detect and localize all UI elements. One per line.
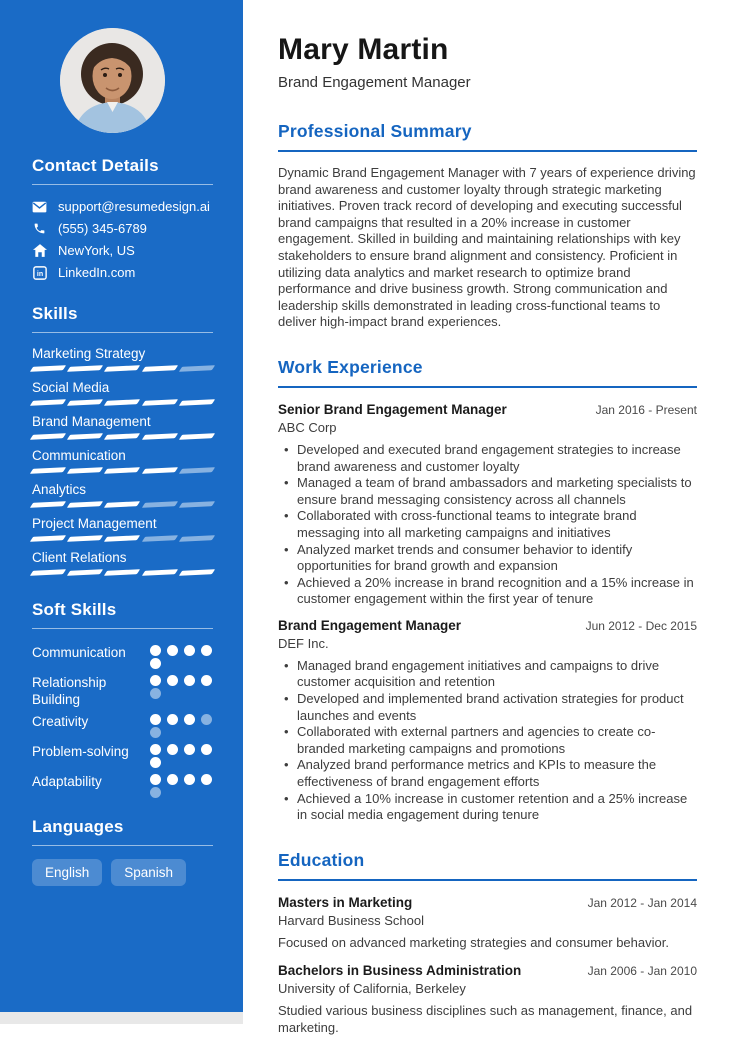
job-dates: Jun 2012 - Dec 2015: [585, 618, 697, 633]
skill-item: [32, 482, 213, 507]
skill-bar-segment: [104, 569, 141, 576]
rating-dot: [184, 774, 195, 785]
skill-bar-segment: [67, 365, 104, 372]
rating-dot: [184, 645, 195, 656]
rating-dot: [201, 714, 212, 725]
rating-dot: [201, 774, 212, 785]
education-description: Studied various business disciplines such as management, finance, and marketing.: [278, 1003, 693, 1035]
skill-bar-segment: [67, 433, 104, 440]
contact-item: [32, 221, 213, 236]
contact-item: [32, 265, 213, 280]
rating-dot: [150, 688, 161, 699]
skill-bar-segment: [30, 501, 67, 508]
degree-title: Masters in Marketing: [278, 894, 413, 910]
soft-skill-label: Creativity: [32, 714, 89, 729]
skill-label: Brand Management: [32, 414, 151, 429]
linkedin-icon: [32, 265, 47, 280]
soft-skills-list: [32, 642, 213, 798]
job-bullet: • Achieved a 20% increase in brand recognition and a 15% increase in customer engagement within the first year of tenure: [278, 575, 697, 608]
skill-bar-segment: [141, 569, 178, 576]
page-bottom-strip: [0, 1012, 247, 1024]
skill-label: Analytics: [32, 482, 87, 497]
skill-bar-segment: [104, 433, 141, 440]
skill-item: [32, 516, 213, 541]
skill-bar-segment: [179, 569, 216, 576]
language-chip: English: [32, 859, 102, 886]
rating-dot: [201, 645, 212, 656]
job-dates: Jan 2016 - Present: [595, 402, 697, 417]
main-content: [243, 0, 730, 1035]
skill-bar: [32, 366, 213, 371]
phone-icon: [32, 221, 47, 236]
soft-skills-section: [32, 600, 213, 798]
contact-text: (555) 345-6789: [58, 221, 147, 236]
education-entry: [278, 963, 697, 1036]
skill-bar-segment: [179, 467, 216, 474]
skill-bar-segment: [141, 433, 178, 440]
skill-bar-segment: [141, 399, 178, 406]
job-bullet: • Collaborated with cross-functional teams to integrate brand messaging into all marketing campaigns and initiatives: [278, 508, 697, 541]
job-title: Senior Brand Engagement Manager: [278, 401, 507, 417]
contact-heading: Contact Details: [32, 156, 213, 185]
svg-text:in: in: [36, 270, 43, 278]
job-bullet: • Managed a team of brand ambassadors and marketing specialists to ensure brand messaging consistency across all channels: [278, 475, 697, 508]
skill-bar-segment: [30, 433, 67, 440]
education-entry: [278, 895, 697, 952]
rating-dot: [150, 714, 161, 725]
skill-bar-segment: [179, 433, 216, 440]
skill-bar-segment: [30, 365, 67, 372]
summary-section: [278, 121, 697, 331]
job-bullet: • Analyzed brand performance metrics and KPIs to measure the effectiveness of brand engagement efforts: [278, 757, 697, 790]
skill-bar: [32, 502, 213, 507]
job-company: ABC Corp: [278, 419, 337, 435]
skill-bar-segment: [104, 535, 141, 542]
languages-section: [32, 817, 213, 886]
contact-list: [32, 199, 213, 280]
skills-section: [32, 304, 213, 575]
rating-dot: [201, 675, 212, 686]
soft-skill-item: [32, 741, 213, 768]
skill-bar-segment: [179, 399, 216, 406]
soft-skill-item: [32, 711, 213, 738]
skill-bar-segment: [30, 467, 67, 474]
skill-bar-segment: [179, 501, 216, 508]
job-bullet: • Developed and executed brand engagement strategies to increase brand awareness and customer loyalty: [278, 442, 697, 475]
education-section: [278, 850, 697, 1037]
skill-bar: [32, 400, 213, 405]
skill-bar-segment: [104, 399, 141, 406]
education-dates: Jan 2006 - Jan 2010: [587, 964, 697, 979]
skill-bar-segment: [141, 535, 178, 542]
person-name: Mary Martin: [278, 33, 449, 66]
soft-skill-dots: [150, 672, 213, 699]
rating-dot: [167, 774, 178, 785]
soft-skill-label: Adaptability: [32, 774, 102, 789]
avatar-illustration: [60, 28, 165, 133]
soft-skill-dots: [150, 642, 213, 669]
job-bullet: • Achieved a 10% increase in customer retention and a 25% increase in social media engagement during tenure: [278, 791, 697, 824]
skill-item: [32, 380, 213, 405]
skill-item: [32, 550, 213, 575]
contact-text: support@resumedesign.ai: [58, 199, 210, 214]
rating-dot: [167, 714, 178, 725]
rating-dot: [184, 744, 195, 755]
contact-text: LinkedIn.com: [58, 265, 136, 280]
skill-bar-segment: [141, 365, 178, 372]
rating-dot: [150, 774, 161, 785]
job-header: [278, 402, 697, 417]
job-bullet: • Collaborated with external partners and agencies to create co-branded marketing campaigns and promotions: [278, 724, 697, 757]
skill-bar: [32, 570, 213, 575]
soft-skill-dots: [150, 711, 213, 738]
education-list: [278, 895, 697, 1037]
contact-item: [32, 243, 213, 258]
soft-skill-dots: [150, 741, 213, 768]
rating-dot: [150, 744, 161, 755]
language-chip: Spanish: [111, 859, 186, 886]
soft-skill-item: [32, 642, 213, 669]
skill-bar-segment: [179, 365, 216, 372]
jobs-list: [278, 402, 697, 824]
rating-dot: [167, 675, 178, 686]
skill-label: Client Relations: [32, 550, 127, 565]
soft-skill-item: [32, 771, 213, 798]
skills-heading: Skills: [32, 304, 213, 333]
rating-dot: [150, 727, 161, 738]
skill-bar-segment: [104, 501, 141, 508]
rating-dot: [150, 757, 161, 768]
education-header: [278, 895, 697, 910]
skill-bar-segment: [141, 467, 178, 474]
rating-dot: [150, 658, 161, 669]
work-experience-section: [278, 357, 697, 824]
job-bullet: • Analyzed market trends and consumer behavior to identify opportunities for brand growth and expansion: [278, 542, 697, 575]
rating-dot: [184, 714, 195, 725]
job-entry: [278, 402, 697, 608]
skill-item: [32, 448, 213, 473]
skill-label: Project Management: [32, 516, 157, 531]
skill-item: [32, 414, 213, 439]
rating-dot: [167, 744, 178, 755]
skill-bar: [32, 536, 213, 541]
rating-dot: [150, 675, 161, 686]
soft-skills-heading: Soft Skills: [32, 600, 213, 629]
job-bullets: [278, 658, 697, 824]
languages-heading: Languages: [32, 817, 213, 846]
soft-skill-label: Problem-solving: [32, 744, 129, 759]
rating-dot: [167, 645, 178, 656]
education-heading: Education: [278, 850, 697, 881]
person-job-title: Brand Engagement Manager: [278, 74, 471, 91]
profile-photo: [60, 28, 165, 133]
contact-text: NewYork, US: [58, 243, 135, 258]
sidebar: [0, 0, 243, 1012]
skill-bar-segment: [67, 399, 104, 406]
job-company: DEF Inc.: [278, 635, 329, 651]
rating-dot: [184, 675, 195, 686]
rating-dot: [201, 744, 212, 755]
skill-bar-segment: [141, 501, 178, 508]
languages-list: [32, 859, 213, 886]
skill-label: Marketing Strategy: [32, 346, 146, 361]
skill-bar: [32, 468, 213, 473]
skill-bar-segment: [30, 535, 67, 542]
job-bullets: [278, 442, 697, 608]
home-icon: [32, 243, 47, 258]
contact-section: [32, 156, 213, 280]
skill-bar-segment: [30, 399, 67, 406]
rating-dot: [150, 645, 161, 656]
skill-bar-segment: [67, 501, 104, 508]
mail-icon: [32, 199, 47, 214]
school-name: Harvard Business School: [278, 912, 424, 928]
soft-skill-label: Communication: [32, 645, 126, 660]
job-title: Brand Engagement Manager: [278, 617, 462, 633]
skill-label: Social Media: [32, 380, 110, 395]
degree-title: Bachelors in Business Administration: [278, 963, 522, 979]
job-bullet: • Developed and implemented brand activation strategies for product launches and events: [278, 691, 697, 724]
skills-list: [32, 346, 213, 575]
rating-dot: [150, 787, 161, 798]
skill-bar-segment: [104, 365, 141, 372]
skill-label: Communication: [32, 448, 126, 463]
skill-bar-segment: [179, 535, 216, 542]
skill-bar-segment: [104, 467, 141, 474]
education-header: [278, 963, 697, 978]
education-description: Focused on advanced marketing strategies and consumer behavior.: [278, 934, 669, 950]
skill-bar-segment: [67, 467, 104, 474]
soft-skill-item: [32, 672, 213, 708]
soft-skill-dots: [150, 771, 213, 798]
job-bullet: • Managed brand engagement initiatives and campaigns to drive customer acquisition and retention: [278, 658, 697, 691]
job-header: [278, 618, 697, 633]
skill-bar-segment: [67, 535, 104, 542]
skill-bar-segment: [30, 569, 67, 576]
skill-bar-segment: [67, 569, 104, 576]
soft-skill-label: Relationship Building: [32, 675, 107, 707]
skill-bar: [32, 434, 213, 439]
summary-heading: Professional Summary: [278, 121, 697, 152]
summary-text: Dynamic Brand Engagement Manager with 7 years of experience driving brand awareness and customer loyalty through strategic marketing initiatives. Proven track record of developing and executing successful brand campaigns that resulted in a 20% increase in customer engagement. Skilled in building and maintaining relationships with key stakeholders to ensure brand alignment and consistency. Proficient in utilizing data analytics and market research to optimize brand performance and drive business growth. Strong communication and leadership skills demonstrated in leading cross-functional teams to deliver high-impact brand experiences.: [278, 165, 696, 330]
skill-item: [32, 346, 213, 371]
work-experience-heading: Work Experience: [278, 357, 697, 388]
job-entry: [278, 618, 697, 824]
education-dates: Jan 2012 - Jan 2014: [587, 895, 697, 910]
school-name: University of California, Berkeley: [278, 981, 466, 997]
contact-item: [32, 199, 213, 214]
